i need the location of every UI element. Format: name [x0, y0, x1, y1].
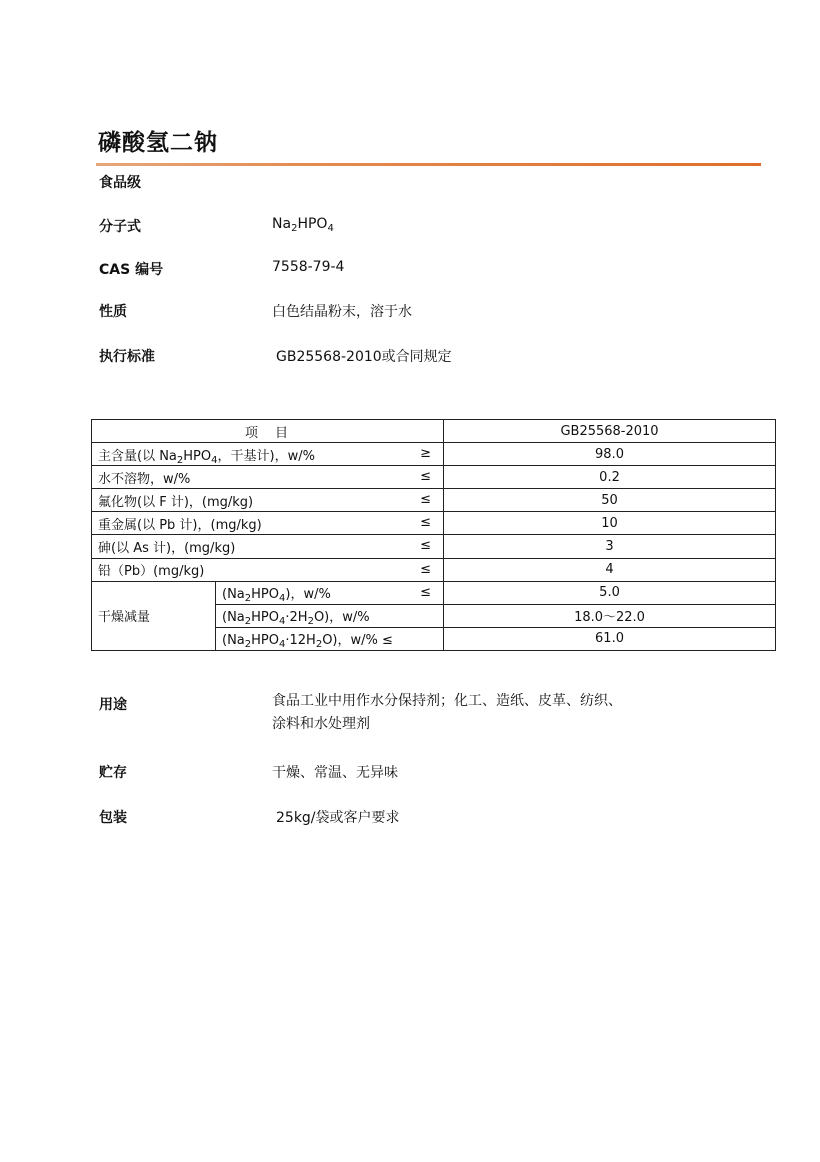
drying-sub-item: $(Na_2HPO_4)$，w/% ≤	[216, 581, 444, 604]
drying-sub-item: $(Na_2HPO_4\cdot 12H_2O)$，w/% ≤	[216, 627, 444, 650]
table-row	[92, 581, 776, 604]
usage-line: 涂料和水处理剂	[272, 716, 370, 732]
table-row	[92, 512, 776, 535]
packing-label: 包装	[99, 810, 127, 826]
row-symbol: ≤	[420, 538, 432, 554]
row-item: 氟化物(以 F 计)，(mg/kg) ≤	[92, 489, 444, 512]
row-item: 砷(以 As 计)，(mg/kg) ≤	[92, 535, 444, 558]
standard-value: GB25568-2010或合同规定	[276, 349, 452, 365]
formula-value: $Na_2HPO_4$	[272, 216, 334, 234]
storage-label: 贮存	[99, 765, 127, 781]
page-title: 磷酸氢二钠	[98, 130, 218, 156]
row-item: 主含量(以 $Na_2HPO_4$，干基计)，w/% ≥	[92, 443, 444, 466]
row-symbol: ≥	[420, 446, 432, 462]
standard-label: 执行标准	[99, 349, 155, 365]
table-row	[92, 466, 776, 489]
cas-label: CAS 编号	[99, 262, 164, 278]
nature-label: 性质	[99, 304, 127, 320]
usage-label: 用途	[99, 697, 127, 713]
header-item: 项 目	[92, 420, 444, 443]
row-value: 98.0	[444, 443, 776, 466]
formula-label: 分子式	[99, 219, 141, 235]
row-value: 0.2	[444, 466, 776, 489]
usage-line: 食品工业中用作水分保持剂；化工、造纸、皮革、纺织、	[272, 693, 622, 709]
row-symbol: ≤	[420, 561, 432, 577]
drying-value: 5.0	[444, 581, 776, 604]
table-row	[92, 535, 776, 558]
cas-value: 7558-79-4	[272, 259, 345, 275]
row-value: 50	[444, 489, 776, 512]
header-standard: GB25568-2010	[444, 420, 776, 443]
table-row	[92, 489, 776, 512]
row-symbol: ≤	[420, 515, 432, 531]
row-value: 3	[444, 535, 776, 558]
row-symbol: ≤	[420, 469, 432, 485]
nature-value: 白色结晶粉末，溶于水	[272, 304, 412, 320]
row-value: 10	[444, 512, 776, 535]
table-header-row	[92, 420, 776, 443]
usage-value	[272, 690, 712, 736]
drying-value: 18.0～22.0	[444, 604, 776, 627]
row-item: 水不溶物，w/% ≤	[92, 466, 444, 489]
drying-label: 干燥减量	[92, 581, 216, 650]
row-symbol: ≤	[420, 492, 432, 508]
title-underline	[96, 163, 761, 166]
table-row	[92, 558, 776, 581]
grade-label: 食品级	[99, 175, 141, 191]
row-item: 铅（Pb）(mg/kg) ≤	[92, 558, 444, 581]
drying-sub-item: $(Na_2HPO_4\cdot 2H_2O)$，w/%	[216, 604, 444, 627]
row-value: 4	[444, 558, 776, 581]
packing-value: 25kg/袋或客户要求	[276, 810, 400, 826]
table-row	[92, 443, 776, 466]
spec-table	[91, 419, 776, 651]
drying-value: 61.0	[444, 627, 776, 650]
row-item: 重金属(以 Pb 计)，(mg/kg) ≤	[92, 512, 444, 535]
storage-value: 干燥、常温、无异味	[272, 765, 398, 781]
row-symbol: ≤	[420, 584, 432, 600]
